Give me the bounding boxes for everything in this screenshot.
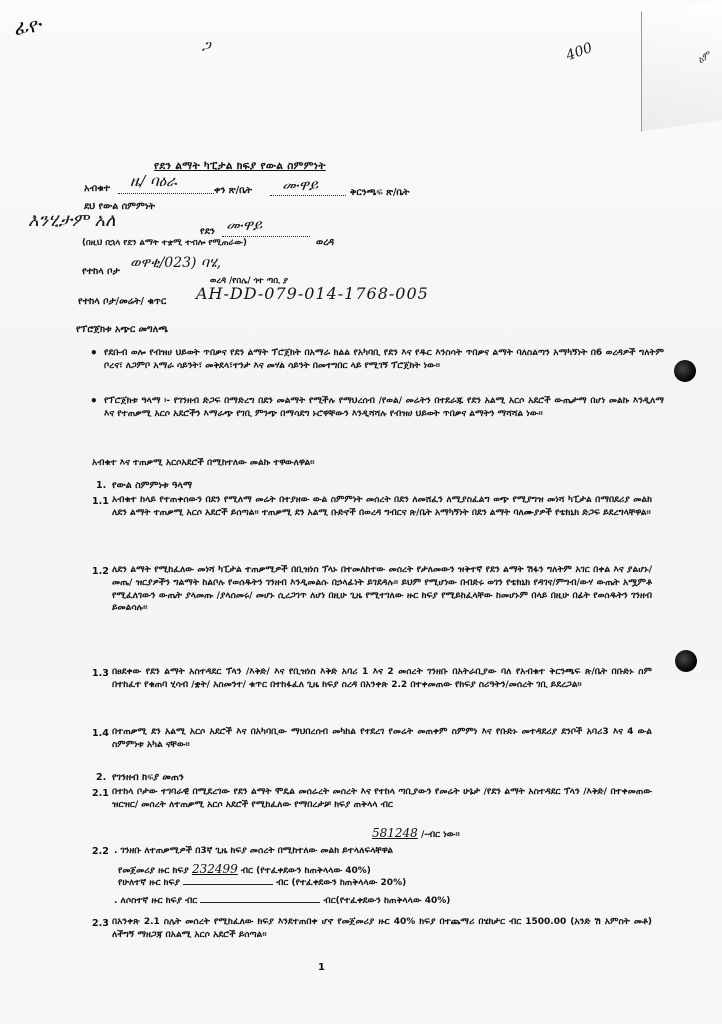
section-1-title: የውል ስምምነቱ ዓላማ <box>112 480 193 491</box>
first-installment-label: የመጀመሪያ ዙር ክፍያ <box>118 866 189 876</box>
total-amount-value: 581248 <box>372 826 418 840</box>
third-installment-line <box>114 896 450 906</box>
first-installment-line <box>118 862 371 876</box>
section-2-1-num: 2.1 <box>92 788 109 799</box>
agreement-sentence: አብቁተ እና ተጠቃሚ አርሶአደሮች በሚከተለው መልኩ ተዋውለዋል፡፡ <box>92 458 315 468</box>
section-1-2-num: 1.2 <box>92 566 109 577</box>
second-installment-label: የሁለተኛ ዙር ክፍያ <box>118 878 180 888</box>
woreda-label: ወረዳ <box>316 237 335 248</box>
place-value: ወዋቂ/023) ባሄ, <box>130 255 222 271</box>
total-amount-line <box>372 826 460 840</box>
section-1-3-text: በፀደቀው የደን ልማት አስተዳደር ፕላን /እቅድ/ እና የቢዝነስ እቅድ አባሪ 1 እና 2 መሰረት ገንዘቡ በአትራቢያው ባለ የአብቁተ ቅርንጫፍ ጽ/ቤት በቡድኑ ስም በተከፈተ የቁጠባ ሂሳብ /ቋት/ አስመንተ/ ቁጥር በተከፋፈለ ጊዜ ክፍያ ስረዳ በአንቀጽ 2.2 በተቀመጠው የክፍያ ስሪዓትን/መሰረት ገቢ ይደረጋል፡፡ <box>112 667 652 690</box>
forest-value: ሙዋይ <box>226 216 263 234</box>
party-handwritten: እንሂታም አለ <box>28 210 116 231</box>
section-2-3-num: 2.3 <box>92 918 109 929</box>
project-intro-label: የፕሮጀክቱ አጭር መግለጫ <box>76 324 169 335</box>
second-installment-line <box>118 878 406 888</box>
first-installment-value: 232499 <box>191 862 238 876</box>
section-1-4-text: በተጠቃሚ ደን አልሚ አርሶ አደሮች እና በአካባቢው ማህበረሰብ መካከል የተደረገ የመሬት መጠቀም ስምምነ እና የቡድኑ መተዳደሪያ ደንቦች አባሪ3 እና 4 ውል ስምምነቱ አካል ናቸው፡፡ <box>112 727 652 750</box>
section-2-1-text: በተከላ ቦታው ተገባራዊ በሚደረገው የደን ልማት ሞዴል መሰሬረት መሰረት እና የተከላ ጣቢያውን የመሬት ሁኔታ /የደን ልማት አስተዳደር ፕላን /እቅድ/ በተቀመጠው ዝርዝር/ መሰረት ለተጠቃሚ አርሶ አደሮች የሚከፈለው የማበረታቻ ክፍያ ጠቅላላ ብር <box>112 787 652 810</box>
third-installment-blank <box>200 902 320 903</box>
second-installment-suffix: ብር (የተፈቀደውን ከጠቅላላው 20%) <box>276 878 407 888</box>
section-1-num: 1. <box>96 480 107 491</box>
section-1-4-num: 1.4 <box>92 728 109 739</box>
section-2-title: የገንዘብ ክፍያ መጠን <box>112 772 184 783</box>
plot-value: AH-DD-079-014-1768-005 <box>196 284 429 303</box>
first-installment-suffix: ብር (የተፈቀደውን ከጠቅላላው 40%) <box>240 866 371 876</box>
punch-hole-bottom <box>675 650 697 672</box>
forest-label: የደን <box>200 226 215 237</box>
note-paren: (በዚህ በኋላ የደን ልማት ተቋሚ ተብሎ የሚጠራው) <box>82 238 247 248</box>
document-title: የደን ልማት ካፒታል ክፍያ የውል ስምምነት <box>154 160 326 172</box>
top-left-scribble: ፊዮ <box>12 12 44 40</box>
place-label: የተከላ ቦታ <box>82 266 120 277</box>
total-amount-suffix: /-ብር ነው፡፡ <box>420 830 460 840</box>
branch-line <box>270 195 346 196</box>
branch-value: ሙዋይ <box>282 176 319 194</box>
forest-line <box>222 236 310 237</box>
section-1-1-num: 1.1 <box>92 496 109 507</box>
applicant-line <box>118 193 214 194</box>
top-mark: ጋ <box>202 38 211 54</box>
page-handnote: 400 <box>564 39 595 65</box>
plot-label: የተከላ ቦታ/መሬት/ ቁጥር <box>78 296 167 307</box>
third-installment-suffix: ብር(የተፈቀደውን ከጠቅላላው 40%) <box>323 896 451 906</box>
section-2-2-intro: . ገንዘቡ ለተጠቃሚዎች በ3ኛ ጊዜ ክፍያ መሰረት በሚከተለው መልክ ይተላለፍላቸዋል <box>114 846 394 856</box>
branch-label: ቀን ጽ/ቤት <box>214 185 253 196</box>
second-installment-blank <box>183 884 273 885</box>
branch-suffix: ቅርንጫፍ ጽ/ቤት <box>350 187 410 198</box>
corner-note: ዕም <box>695 48 714 67</box>
section-2-num: 2. <box>96 772 107 783</box>
bullet-objective: • የፕሮጀክቱ ዓላማ ፡- የገንዘብ ድጋፍ በማድረግ በደን መልማት የሚችሉ የማህረሰብ /የወል/ መሬትን በተደራጁ የደን አልሚ አርሶ አደሮች ውጤታማ በሆነ መልኩ እንዲለማ እና የተጠቃሚ አርሶ አደሮችን እማራጭ የገቢ ምንጭ በማሳደግ ኑሮዋቸውን እንዲሻሻሉ የብዝሀ ህይወት ጥበቃና ልማትን ማሻሻል ነው፡፡ <box>104 395 664 420</box>
section-2-2-num: 2.2 <box>92 846 109 857</box>
page-number: 1 <box>318 962 325 973</box>
applicant-label: አብቁተ <box>84 183 110 194</box>
party-label: ደህ የውል ሰምምነት <box>84 201 156 212</box>
section-1-1-text: አብቁተ ከላይ የተጠቀሰውን በደን የሚለማ መሬት በተያዘው ውል ስምምነት መሰረት በደን ለመሸፈን ለሚያስፈልግ ወጭ የሚያግዝ መነሻ ካፒታል በማበደሪያ መልክ ለደን ልማት ተጠቃሚ አርሶ አደሮች ይሰጣል፡፡ ተጠቃሚ ደን አልሚ ቡድኖች በወረዳ ግብርና ጽ/ቤት አማካኝነት በደን ልማት ባለሙያዎች የቴክኒክ ድጋፍ ይደረግላቸዋል፡፡ <box>112 495 652 518</box>
bullet-project: • የደቡብ ወሎ የብዝሀ ህይወት ጥበቃና የደን ልማት ፕሮጀክት በአማራ ክልል የአካባቢ የደን እና የዱር እንስሳት ጥበቃና ልማት ባለስልጣን አማካኝነት በ6 ወረዳዎች ግለትም ቦረና፣ ለጋምቦ አማራ ሳይንት፣ መቅደላ፣ተንታ እና መሃል ሳይንት በመተግበር ላይ የሚገኝ ፕሮጀክት ነው፡፡ <box>104 347 664 372</box>
folded-corner <box>641 0 722 131</box>
section-2-3-text: በአንቀጽ 2.1 ስሌት መሰረት የሚከፈለው ክፍያ እንደተጠበቀ ሆኖ የመጀመሪያ ዙር 40% ክፍያ በተጨማሪ በሄክታር ብር 1500.00 (አንድ ሽ አምስት መቶ) ለችግኝ ማዘጋጃ በአልሚ አርሶ አደሮች ይሰጣል፡፡ <box>112 917 652 940</box>
section-1-3-num: 1.3 <box>92 668 109 679</box>
punch-hole-top <box>674 360 696 382</box>
section-1-2-text: ለደን ልማት የሚከፈለው መነሻ ካፒታል ተጠቃሚዎች በቢዝነስ ፕላኑ በተመለከተው መሰረት የታለመውን ዝቅተኛ የደን ልማት ሽፋን ግለትም አገር በቀል እና ያልሆኑ/መጤ/ ዝርያዎችን ግልማት ከልቦሉ የወሰዱትን ገንዘብ እንዲመልሱ በኃላፊነት ይገደዳሉ፡፡ ይህም የሚሆነው በብድሩ ወገን የቴክኒክ የዳገና/ምግብ/ውሃ ውጤት አሟምቶ የሚፈለገውን ውጤት ያላመጡ /ያላሰመሩ/ መሆኑ ሲረጋገጥ ለሆነ በዚሁ ጊዜ የሚተገለው ዙር ክፍያ የሚይከፈላቸው ከመሆኑም በላይ በዚሁ በፊት የወሰዱትን ገንዘብ ይመልሳሉ፡፡ <box>112 565 652 614</box>
applicant-value: ዜ/ ባዕራ <box>130 172 177 190</box>
place-suffix: ወረዳ /የበሌ/ ጎተ ጣቢ ያ <box>210 276 289 286</box>
third-installment-label: . ለሶስተኛ ዙር ክፍያ ብር <box>114 896 198 906</box>
